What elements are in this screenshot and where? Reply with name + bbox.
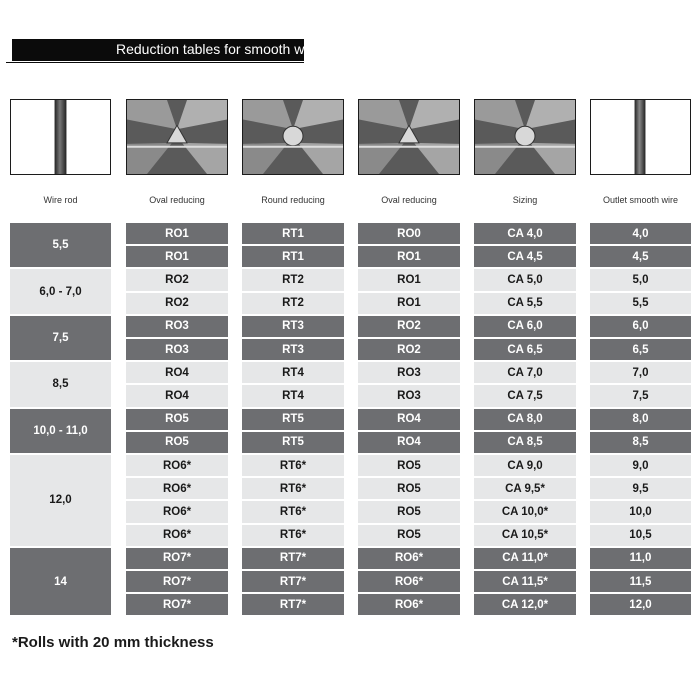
round-reducing-cell: RT6* [242,501,344,522]
round-reducing-cell: RT6* [242,455,344,476]
outlet-smooth-wire-cell: 5,0 [590,269,691,290]
sizing-cell: CA 12,0* [474,594,576,615]
sizing-cell: CA 6,5 [474,339,576,360]
wire-rod-cell: 14 [10,548,111,616]
outlet-smooth-wire-cell: 11,5 [590,571,691,592]
outlet-smooth-wire-cell: 4,5 [590,246,691,267]
oval-reducing-1-cell: RO5 [126,409,228,430]
oval-reducing-1-cell: RO6* [126,478,228,499]
column-label-sizing: Sizing [512,195,538,205]
wire-rod-cell: 12,0 [10,455,111,546]
wire-rod-cell: 5,5 [10,223,111,267]
oval-reducing-1-cell: RO2 [126,293,228,314]
outlet-smooth-wire-cell: 9,5 [590,478,691,499]
oval-reducing-1-cell: RO7* [126,571,228,592]
outlet-smooth-wire-cell: 11,0 [590,548,691,569]
oval-reducing-1-cell: RO6* [126,525,228,546]
round-reducing-cell: RT3 [242,316,344,337]
round-reducing-cell: RT5 [242,409,344,430]
oval-reducing-2-cell: RO5 [358,478,460,499]
sizing-cell: CA 5,0 [474,269,576,290]
oval-reducing-2-cell: RO3 [358,362,460,383]
sizing-cell: CA 4,5 [474,246,576,267]
sizing-cell: CA 10,0* [474,501,576,522]
page-title: Reduction tables for smooth wire [116,41,320,57]
round-reducing-cell: RT1 [242,223,344,244]
round-reducing-cell: RT7* [242,594,344,615]
round-reducing-cell: RT2 [242,293,344,314]
wire-rod-cell: 6,0 - 7,0 [10,269,111,313]
oval-reducing-1-cell: RO6* [126,501,228,522]
wire-rod-picture [10,99,111,175]
sizing-cell: CA 9,0 [474,455,576,476]
oval-reducing-1-cell: RO2 [126,269,228,290]
sizing-cell: CA 4,0 [474,223,576,244]
oval-roll-picture-2 [358,99,460,175]
round-reducing-cell: RT2 [242,269,344,290]
oval-reducing-1-cell: RO4 [126,362,228,383]
oval-reducing-2-cell: RO6* [358,548,460,569]
column-label-oval-reducing-2: Oval reducing [381,195,437,205]
sizing-cell: CA 11,5* [474,571,576,592]
outlet-smooth-wire-cell: 12,0 [590,594,691,615]
sizing-cell: CA 8,0 [474,409,576,430]
oval-reducing-2-cell: RO0 [358,223,460,244]
round-reducing-cell: RT5 [242,432,344,453]
oval-reducing-2-cell: RO6* [358,594,460,615]
outlet-smooth-wire-cell: 10,0 [590,501,691,522]
oval-reducing-2-cell: RO2 [358,316,460,337]
oval-reducing-2-cell: RO2 [358,339,460,360]
oval-reducing-2-cell: RO5 [358,501,460,522]
oval-reducing-2-cell: RO1 [358,293,460,314]
wire-rod-cell: 7,5 [10,316,111,360]
oval-roll-picture-1 [126,99,228,175]
round-reducing-cell: RT6* [242,478,344,499]
round-reducing-cell: RT4 [242,362,344,383]
round-reducing-cell: RT4 [242,385,344,406]
outlet-smooth-wire-cell: 9,0 [590,455,691,476]
round-reducing-cell: RT6* [242,525,344,546]
oval-reducing-2-cell: RO5 [358,455,460,476]
outlet-smooth-wire-cell: 5,5 [590,293,691,314]
column-label-wire-rod: Wire rod [43,195,78,205]
outlet-smooth-wire-cell: 8,5 [590,432,691,453]
title-underline [6,62,304,63]
oval-reducing-1-cell: RO1 [126,223,228,244]
column-label-outlet-smooth-wire: Outlet smooth wire [602,195,679,205]
title-bar [12,39,320,61]
column-label-round-reducing: Round reducing [261,195,325,205]
round-reducing-cell: RT7* [242,548,344,569]
column-label-oval-reducing-1: Oval reducing [149,195,205,205]
outlet-smooth-wire-cell: 7,0 [590,362,691,383]
oval-reducing-2-cell: RO4 [358,409,460,430]
oval-reducing-1-cell: RO5 [126,432,228,453]
oval-reducing-1-cell: RO1 [126,246,228,267]
outlet-smooth-wire-cell: 6,5 [590,339,691,360]
outlet-smooth-wire-cell: 8,0 [590,409,691,430]
oval-reducing-2-cell: RO1 [358,269,460,290]
oval-reducing-2-cell: RO1 [358,246,460,267]
sizing-cell: CA 6,0 [474,316,576,337]
footnote: *Rolls with 20 mm thickness [12,634,214,651]
sizing-cell: CA 11,0* [474,548,576,569]
oval-reducing-1-cell: RO7* [126,594,228,615]
oval-reducing-1-cell: RO3 [126,316,228,337]
sizing-cell: CA 8,5 [474,432,576,453]
round-reducing-cell: RT1 [242,246,344,267]
sizing-cell: CA 7,5 [474,385,576,406]
sizing-cell: CA 5,5 [474,293,576,314]
oval-reducing-1-cell: RO6* [126,455,228,476]
oval-reducing-2-cell: RO6* [358,571,460,592]
oval-reducing-1-cell: RO7* [126,548,228,569]
sizing-cell: CA 10,5* [474,525,576,546]
oval-reducing-2-cell: RO4 [358,432,460,453]
oval-reducing-1-cell: RO3 [126,339,228,360]
outlet-smooth-wire-cell: 6,0 [590,316,691,337]
round-reducing-cell: RT3 [242,339,344,360]
outlet-smooth-wire-cell: 4,0 [590,223,691,244]
wire-rod-cell: 10,0 - 11,0 [10,409,111,453]
round-reducing-cell: RT7* [242,571,344,592]
sizing-cell: CA 9,5* [474,478,576,499]
smooth-wire-picture [590,99,691,175]
round-roll-picture-2 [474,99,576,175]
oval-reducing-2-cell: RO3 [358,385,460,406]
sizing-cell: CA 7,0 [474,362,576,383]
wire-rod-cell: 8,5 [10,362,111,406]
oval-reducing-1-cell: RO4 [126,385,228,406]
outlet-smooth-wire-cell: 7,5 [590,385,691,406]
outlet-smooth-wire-cell: 10,5 [590,525,691,546]
oval-reducing-2-cell: RO5 [358,525,460,546]
round-roll-picture-1 [242,99,344,175]
